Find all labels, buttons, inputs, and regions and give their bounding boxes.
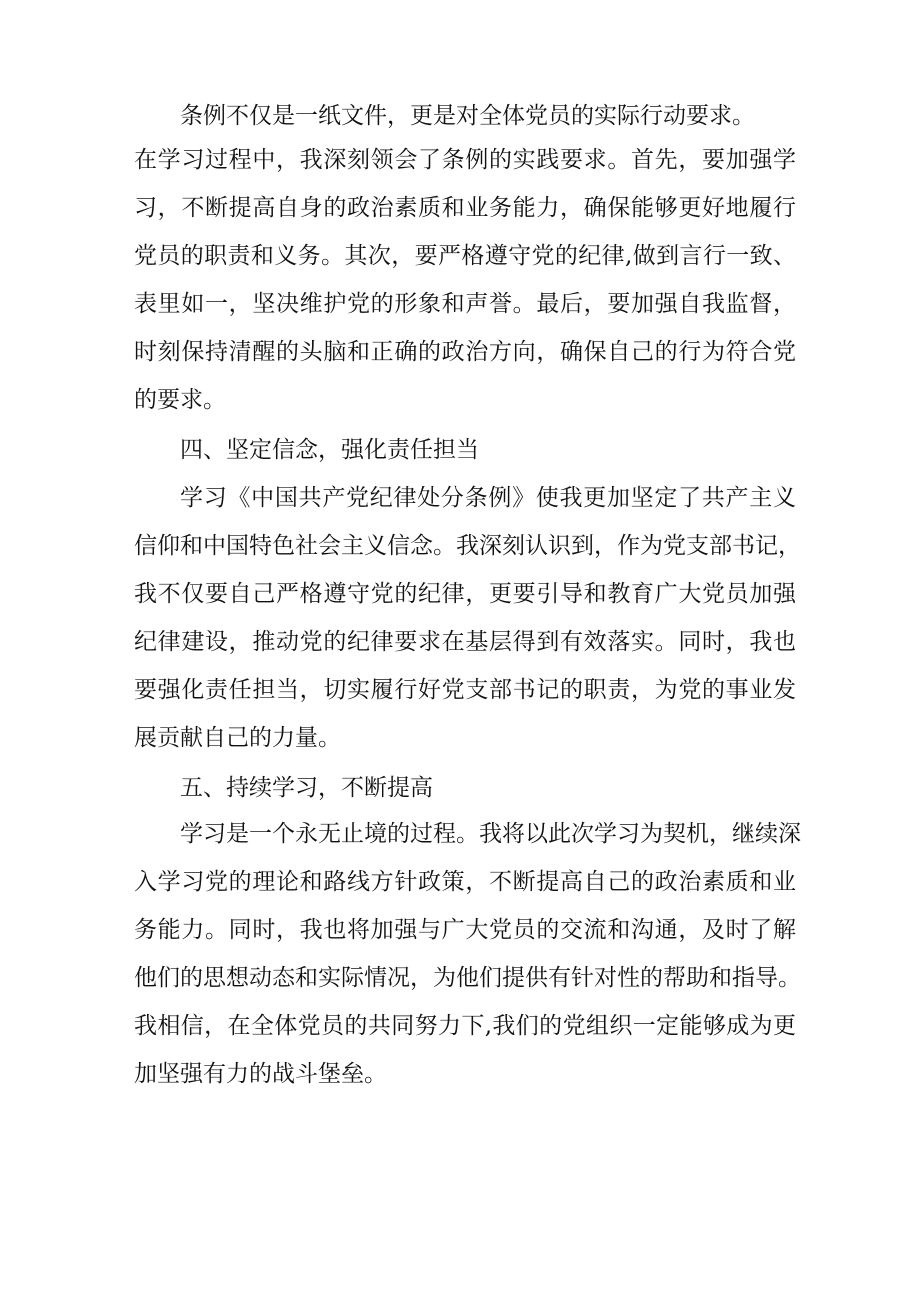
paragraph-line: 的要求。 bbox=[134, 387, 226, 413]
paragraph-line: 纪律建设，推动党的纪律要求在基层得到有效落实。同时，我也 bbox=[134, 629, 796, 655]
paragraph-practice-requirements bbox=[134, 136, 796, 424]
paragraph-line: 加坚强有力的战斗堡垒。 bbox=[134, 1061, 387, 1087]
paragraph-line: 我相信，在全体党员的共同努力下,我们的党组织一定能够成为更 bbox=[134, 1013, 796, 1039]
paragraph-line: 信仰和中国特色社会主义信念。我深刻认识到，作为党支部书记， bbox=[134, 533, 801, 559]
paragraph-line: 务能力。同时，我也将加强与广大党员的交流和沟通，及时了解 bbox=[134, 917, 796, 943]
paragraph-firm-belief bbox=[134, 474, 801, 762]
paragraph-line: 习，不断提高自身的政治素质和业务能力，确保能够更好地履行 bbox=[134, 195, 796, 221]
paragraph-intro bbox=[134, 92, 796, 140]
paragraph-line: 要强化责任担当，切实履行好党支部书记的职责，为党的事业发 bbox=[134, 677, 796, 703]
paragraph-line: 我不仅要自己严格遵守党的纪律，更要引导和教育广大党员加强 bbox=[134, 581, 796, 607]
paragraph-line: 表里如一，坚决维护党的形象和声誉。最后，要加强自我监督， bbox=[134, 291, 796, 317]
paragraph-line: 党员的职责和义务。其次，要严格遵守党的纪律,做到言行一致、 bbox=[134, 243, 796, 269]
paragraph-line: 他们的思想动态和实际情况，为他们提供有针对性的帮助和指导。 bbox=[134, 965, 801, 991]
paragraph-line: 在学习过程中，我深刻领会了条例的实践要求。首先，要加强学 bbox=[134, 147, 796, 173]
section-heading-5: 五、持续学习，不断提高 bbox=[180, 775, 433, 801]
paragraph-continuous-learning bbox=[134, 810, 801, 1098]
paragraph-line: 时刻保持清醒的头脑和正确的政治方向，确保自己的行为符合党 bbox=[134, 339, 796, 365]
section-heading-4: 四、坚定信念，强化责任担当 bbox=[180, 437, 479, 463]
paragraph-line: 展贡献自己的力量。 bbox=[134, 725, 341, 751]
paragraph-line: 入学习党的理论和路线方针政策，不断提高自己的政治素质和业 bbox=[134, 869, 796, 895]
paragraph-line: 条例不仅是一纸文件，更是对全体党员的实际行动要求。 bbox=[180, 103, 755, 129]
paragraph-line: 学习是一个永无止境的过程。我将以此次学习为契机，继续深 bbox=[180, 821, 801, 847]
paragraph-line: 学习《中国共产党纪律处分条例》使我更加坚定了共产主义 bbox=[180, 485, 796, 511]
